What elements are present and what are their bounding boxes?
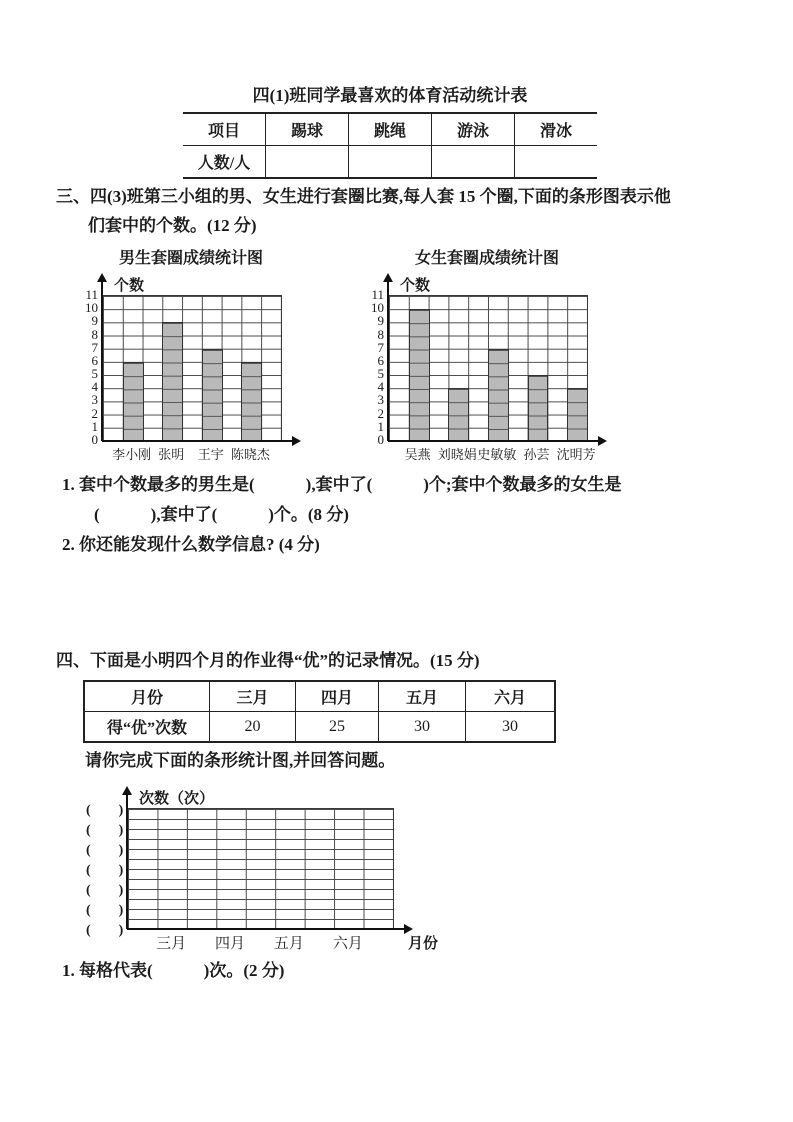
girls-chart-title: 女生套圈成绩统计图 (414, 250, 559, 267)
girls-bar-3 (488, 349, 509, 441)
survey-row-label: 人数/人 (197, 155, 251, 172)
girls-ytick-8: 8 (377, 326, 384, 342)
survey-header-item: 项目 (183, 113, 266, 146)
months-y-axis-label: 次数（次） (139, 791, 215, 807)
table-row (84, 712, 555, 743)
question2: 2. 你还能发现什么数学信息? (4 分) (62, 535, 320, 554)
survey-header-skate: 滑冰 (515, 113, 598, 146)
survey-table-title: 四(1)班同学最喜欢的体育活动统计表 (252, 86, 528, 105)
table-row (183, 146, 597, 179)
survey-table (183, 112, 597, 179)
survey-blank-cell (515, 146, 598, 179)
question1-line1: 1. 套中个数最多的男生是( ),套中了( )个;套中个数最多的女生是 (62, 475, 622, 494)
girls-ytick-5: 5 (377, 366, 384, 382)
girls-bar-4 (528, 375, 549, 441)
boys-ytick-4: 4 (91, 379, 98, 395)
section4-question1: 1. 每格代表( )次。(2 分) (62, 961, 285, 980)
survey-header-swim: 游泳 (432, 113, 515, 146)
blank-months-bar-chart (60, 786, 452, 966)
boys-category-label: 张明 (158, 447, 185, 462)
boys-ytick-8: 8 (91, 326, 98, 342)
boys-ytick-5: 5 (91, 366, 98, 382)
survey-header-soccer: 踢球 (266, 113, 349, 146)
section4-instruction: 请你完成下面的条形统计图,并回答问题。 (85, 751, 396, 770)
boys-category-label: 李小刚 (112, 447, 152, 462)
survey-header-rope: 跳绳 (349, 113, 432, 146)
girls-ytick-0: 0 (377, 432, 384, 447)
girls-category-label: 刘晓娟 (437, 447, 477, 462)
girls-category-label: 吴燕 (404, 447, 431, 462)
months-y-axis-arrow-icon (122, 786, 132, 795)
months-ytick-blank-1: ( ) (86, 803, 124, 818)
record-header-month: 月份 (84, 681, 210, 712)
boys-bar-1 (123, 362, 144, 441)
boys-ytick-2: 2 (91, 405, 98, 421)
months-ytick-blank-3: ( ) (86, 843, 124, 858)
question1-line2: ( ),套中了( )个。(8 分) (94, 505, 349, 524)
months-x-axis (127, 928, 406, 930)
boys-ytick-9: 9 (91, 313, 98, 329)
girls-bar-1 (409, 309, 430, 441)
boys-bar-3 (202, 349, 223, 441)
boys-plot-grid (102, 295, 282, 442)
boys-ytick-1: 1 (91, 418, 98, 434)
girls-ytick-4: 4 (377, 379, 384, 395)
table-row (183, 113, 597, 146)
survey-blank-cell (266, 146, 349, 179)
months-x-axis-label: 月份 (408, 936, 439, 952)
boys-y-axis (101, 282, 103, 441)
girls-ytick-3: 3 (377, 392, 384, 408)
months-ytick-blank-6: ( ) (86, 903, 124, 918)
section4-heading: 四、下面是小明四个月的作业得“优”的记录情况。(15 分) (56, 651, 480, 670)
record-value-may: 30 (379, 712, 466, 743)
section3-heading-line1: 三、四(3)班第三小组的男、女生进行套圈比赛,每人套 15 个圈,下面的条形图表示他 (56, 187, 671, 206)
months-y-axis (126, 795, 128, 929)
survey-blank-cell (432, 146, 515, 179)
girls-ytick-10: 10 (371, 300, 384, 316)
boys-ytick-0: 0 (91, 432, 98, 447)
girls-bar-2 (448, 388, 469, 441)
months-ytick-blank-5: ( ) (86, 883, 124, 898)
girls-category-label: 沈明芳 (556, 447, 596, 462)
table-row (84, 681, 555, 712)
girls-ytick-7: 7 (377, 339, 384, 355)
record-header-march: 三月 (210, 681, 296, 712)
record-table (83, 680, 556, 743)
girls-ytick-2: 2 (377, 405, 384, 421)
boys-ytick-10: 10 (85, 300, 98, 316)
girls-plot-grid (388, 295, 588, 442)
survey-blank-cell (349, 146, 432, 179)
boys-ytick-6: 6 (91, 352, 98, 368)
girls-ring-toss-bar-chart (346, 276, 618, 474)
months-ytick-blank-4: ( ) (86, 863, 124, 878)
months-category-label: 五月 (273, 936, 304, 952)
record-header-june: 六月 (466, 681, 556, 712)
months-category-label: 六月 (332, 936, 363, 952)
boys-category-label: 陈晓杰 (230, 447, 270, 462)
section3-heading-line2: 们套中的个数。(12 分) (88, 216, 257, 235)
boys-category-label: 王宇 (197, 447, 224, 462)
months-category-label: 四月 (215, 936, 246, 952)
months-ytick-blank-2: ( ) (86, 823, 124, 838)
record-value-march: 20 (210, 712, 296, 743)
boys-x-axis (102, 440, 294, 442)
boys-ring-toss-bar-chart (60, 276, 322, 474)
girls-ytick-6: 6 (377, 352, 384, 368)
record-header-may: 五月 (379, 681, 466, 712)
girls-ytick-1: 1 (377, 418, 384, 434)
girls-ytick-11: 11 (371, 287, 384, 302)
girls-y-axis-label: 个数 (400, 278, 431, 294)
boys-ytick-11: 11 (85, 287, 98, 302)
boys-chart-title: 男生套圈成绩统计图 (118, 250, 263, 267)
boys-ytick-3: 3 (91, 392, 98, 408)
record-row-label: 得“优”次数 (84, 712, 210, 743)
months-plot-grid (127, 808, 394, 930)
girls-bar-5 (567, 388, 588, 441)
record-value-june: 30 (466, 712, 556, 743)
boys-bar-2 (162, 322, 183, 441)
months-category-label: 三月 (156, 936, 187, 952)
girls-y-axis (387, 282, 389, 441)
record-header-april: 四月 (296, 681, 379, 712)
girls-category-label: 史敏敏 (477, 447, 517, 462)
months-ytick-blank-7: ( ) (86, 923, 124, 938)
girls-y-axis-arrow-icon (383, 273, 393, 282)
girls-category-label: 孙芸 (523, 447, 550, 462)
boys-y-axis-label: 个数 (114, 278, 145, 294)
girls-x-axis (388, 440, 600, 442)
boys-y-axis-arrow-icon (97, 273, 107, 282)
girls-ytick-9: 9 (377, 313, 384, 329)
record-value-april: 25 (296, 712, 379, 743)
boys-ytick-7: 7 (91, 339, 98, 355)
boys-bar-4 (241, 362, 262, 441)
